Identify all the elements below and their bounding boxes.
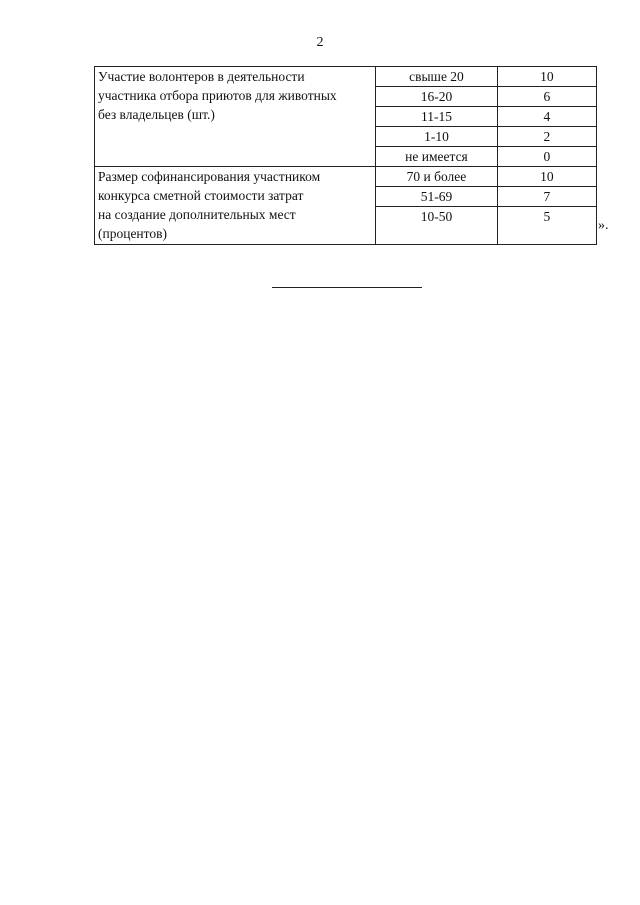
end-divider-line [272,287,422,288]
table-row [95,67,597,87]
range-cell: 10-50 [376,207,498,245]
score-cell: 10 [497,167,596,187]
score-cell: 6 [497,87,596,107]
criterion-text-line: Размер софинансирования участником [98,169,321,184]
range-cell: 51-69 [376,187,498,207]
table-row [95,167,597,187]
range-cell: не имеется [376,147,498,167]
criterion-text-line: конкурса сметной стоимости затрат [98,188,304,203]
criterion-text-line: Участие волонтеров в деятельности [98,69,305,84]
criterion-text-line: участника отбора приютов для животных [98,88,337,103]
score-cell: 2 [497,127,596,147]
range-cell: 11-15 [376,107,498,127]
criterion-text-line: без владельцев (шт.) [98,107,215,122]
page-number: 2 [316,35,324,50]
criterion-text-line: (процентов) [98,226,168,241]
score-cell: 5 [497,207,596,245]
criterion-text-line: на создание дополнительных мест [98,207,296,222]
score-cell: 7 [497,187,596,207]
score-cell: 4 [497,107,596,127]
criterion-cell-cofinancing [95,167,376,245]
score-cell: 0 [497,147,596,167]
range-cell: 16-20 [376,87,498,107]
range-cell: 1-10 [376,127,498,147]
range-cell: 70 и более [376,167,498,187]
closing-quote: ». [598,218,609,233]
range-cell: свыше 20 [376,67,498,87]
criterion-cell-volunteers [95,67,376,167]
criteria-table [94,66,597,245]
score-cell: 10 [497,67,596,87]
